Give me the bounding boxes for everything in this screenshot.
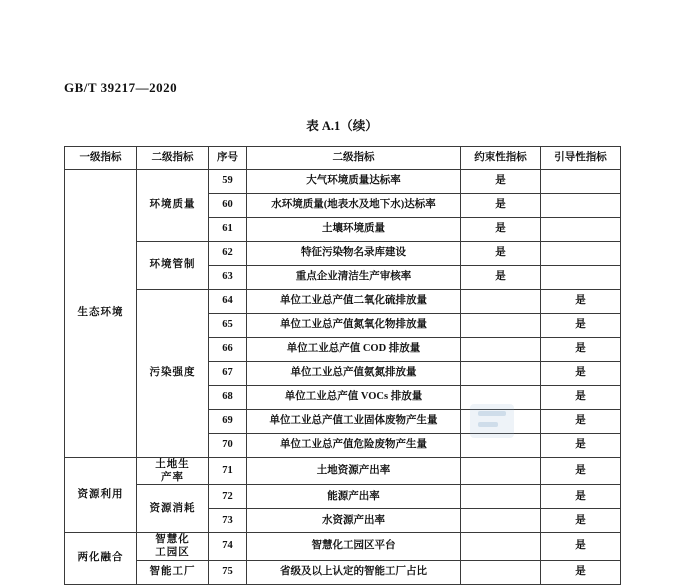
guiding-indicator-cell: 是 (541, 314, 621, 338)
guiding-indicator-cell: 是 (541, 509, 621, 533)
guiding-indicator-cell: 是 (541, 434, 621, 458)
guiding-indicator-cell: 是 (541, 458, 621, 485)
indicator-description-cell: 省级及以上认定的智能工厂占比 (247, 560, 461, 584)
binding-indicator-cell (461, 434, 541, 458)
guiding-indicator-cell: 是 (541, 533, 621, 560)
indicator-description-cell: 单位工业总产值氨氮排放量 (247, 362, 461, 386)
row-index-cell: 67 (209, 362, 247, 386)
binding-indicator-cell (461, 338, 541, 362)
indicator-description-cell: 重点企业清洁生产审核率 (247, 266, 461, 290)
guiding-indicator-cell: 是 (541, 338, 621, 362)
indicator-description-cell: 大气环境质量达标率 (247, 170, 461, 194)
binding-indicator-cell: 是 (461, 218, 541, 242)
guiding-indicator-cell: 是 (541, 485, 621, 509)
indicator-description-cell: 土壤环境质量 (247, 218, 461, 242)
row-index-cell: 60 (209, 194, 247, 218)
row-index-cell: 65 (209, 314, 247, 338)
level2-category-cell: 土地生产率 (137, 458, 209, 485)
level1-category-cell: 两化融合 (65, 533, 137, 584)
indicator-description-cell: 水环境质量(地表水及地下水)达标率 (247, 194, 461, 218)
level2-category-cell: 智能工厂 (137, 560, 209, 584)
indicator-description-cell: 水资源产出率 (247, 509, 461, 533)
guiding-indicator-cell: 是 (541, 410, 621, 434)
binding-indicator-cell: 是 (461, 242, 541, 266)
binding-indicator-cell: 是 (461, 266, 541, 290)
row-index-cell: 68 (209, 386, 247, 410)
binding-indicator-cell (461, 290, 541, 314)
row-index-cell: 73 (209, 509, 247, 533)
binding-indicator-cell (461, 314, 541, 338)
binding-indicator-cell: 是 (461, 194, 541, 218)
column-header-binding: 约束性指标 (461, 147, 541, 170)
table-row (65, 533, 621, 560)
row-index-cell: 62 (209, 242, 247, 266)
row-index-cell: 63 (209, 266, 247, 290)
binding-indicator-cell (461, 410, 541, 434)
indicator-description-cell: 特征污染物名录库建设 (247, 242, 461, 266)
level2-category-cell: 资源消耗 (137, 485, 209, 533)
level2-category-cell: 污染强度 (137, 290, 209, 458)
binding-indicator-cell (461, 509, 541, 533)
binding-indicator-cell (461, 362, 541, 386)
table-row (65, 242, 621, 266)
row-index-cell: 61 (209, 218, 247, 242)
table-title: 表 A.1（续） (306, 119, 378, 133)
table-body (65, 170, 621, 585)
level1-category-cell: 资源利用 (65, 458, 137, 533)
indicator-description-cell: 智慧化工园区平台 (247, 533, 461, 560)
indicator-description-cell: 单位工业总产值氮氧化物排放量 (247, 314, 461, 338)
row-index-cell: 64 (209, 290, 247, 314)
indicator-description-cell: 能源产出率 (247, 485, 461, 509)
column-header-level2: 二级指标 (137, 147, 209, 170)
column-header-level1: 一级指标 (65, 147, 137, 170)
table-header-row (65, 147, 621, 170)
indicator-table (64, 146, 621, 585)
table-row (65, 170, 621, 194)
indicator-description-cell: 单位工业总产值二氧化硫排放量 (247, 290, 461, 314)
guiding-indicator-cell (541, 242, 621, 266)
binding-indicator-cell (461, 386, 541, 410)
level2-category-cell: 环境质量 (137, 170, 209, 242)
guiding-indicator-cell: 是 (541, 560, 621, 584)
column-header-level2-detail: 二级指标 (247, 147, 461, 170)
row-index-cell: 70 (209, 434, 247, 458)
indicator-description-cell: 单位工业总产值 COD 排放量 (247, 338, 461, 362)
guiding-indicator-cell (541, 194, 621, 218)
table-row (65, 458, 621, 485)
binding-indicator-cell (461, 485, 541, 509)
guiding-indicator-cell: 是 (541, 290, 621, 314)
guiding-indicator-cell (541, 218, 621, 242)
level2-category-cell: 智慧化工园区 (137, 533, 209, 560)
indicator-description-cell: 单位工业总产值危险废物产生量 (247, 434, 461, 458)
binding-indicator-cell: 是 (461, 170, 541, 194)
column-header-guiding: 引导性指标 (541, 147, 621, 170)
guiding-indicator-cell: 是 (541, 386, 621, 410)
row-index-cell: 71 (209, 458, 247, 485)
indicator-description-cell: 单位工业总产值 VOCs 排放量 (247, 386, 461, 410)
row-index-cell: 59 (209, 170, 247, 194)
row-index-cell: 66 (209, 338, 247, 362)
row-index-cell: 72 (209, 485, 247, 509)
column-header-index: 序号 (209, 147, 247, 170)
level2-category-cell: 环境管制 (137, 242, 209, 290)
indicator-description-cell: 单位工业总产值工业固体废物产生量 (247, 410, 461, 434)
table-row (65, 485, 621, 509)
table-row (65, 560, 621, 584)
binding-indicator-cell (461, 533, 541, 560)
indicator-description-cell: 土地资源产出率 (247, 458, 461, 485)
binding-indicator-cell (461, 458, 541, 485)
guiding-indicator-cell: 是 (541, 362, 621, 386)
binding-indicator-cell (461, 560, 541, 584)
guiding-indicator-cell (541, 266, 621, 290)
standard-code: GB/T 39217—2020 (64, 80, 178, 95)
guiding-indicator-cell (541, 170, 621, 194)
table-header (65, 147, 621, 170)
row-index-cell: 69 (209, 410, 247, 434)
level1-category-cell: 生态环境 (65, 170, 137, 458)
row-index-cell: 74 (209, 533, 247, 560)
table-row (65, 290, 621, 314)
row-index-cell: 75 (209, 560, 247, 584)
